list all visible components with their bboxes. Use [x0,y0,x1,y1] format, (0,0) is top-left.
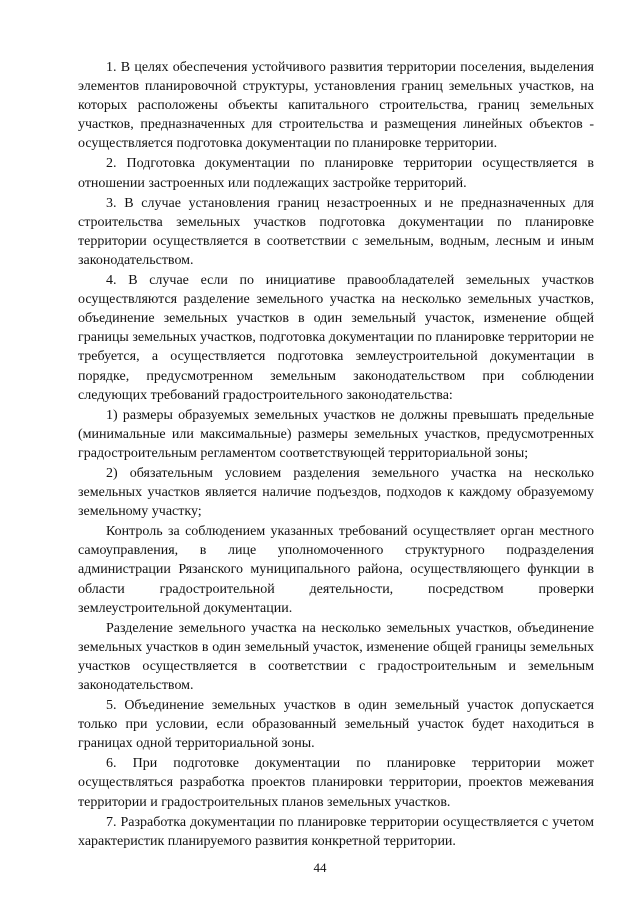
paragraph-4-item-1: 1) размеры образуемых земельных участков не должны превышать предельные (минимальные или максимальные) размеры земельных участков, предусмотренных градостроительным регламентом соответствующей территориальной зоны; [78,407,594,461]
paragraph-5: 5. Объединение земельных участков в один земельный участок допускается только при условии, если образованный земельный участок будет находиться в границах одной территориальной зоны. [78,698,594,752]
paragraph-control: Контроль за соблюдением указанных требований осуществляет орган местного самоуправления, в лице уполномоченного структурного подразделения администрации Рязанского муниципального района, осуществляющего функции в области градостроительной деятельности, посредством проверки землеустроительной документации. [78,524,594,616]
paragraph-6: 6. При подготовке документации по планировке территории может осуществляться разработка проектов планировки территории, проектов межевания территории и градостроительных планов земельных участков. [78,756,594,810]
paragraph-2: 2. Подготовка документации по планировке территории осуществляется в отношении застроенных или подлежащих застройке территорий. [78,156,594,191]
paragraph-4-item-2: 2) обязательным условием разделения земельного участка на несколько земельных участков является наличие подъездов, подходов к каждому образуемому земельному участку; [78,465,594,520]
document-body [78,58,594,852]
paragraph-3: 3. В случае установления границ незастроенных и не предназначенных для строительства земельных участков подготовка документации по планировке территории осуществляется в соответствии с земельным, водным, лесным и иным законодательством. [78,195,594,268]
paragraph-4: 4. В случае если по инициативе правообладателей земельных участков осуществляются разделение земельного участка на несколько земельных участков, объединение земельных участков в один земельный участок, изменение общей границы земельных участков, подготовка документации по планировке территории не требуется, а осуществляется подготовка землеустроительной документации в порядке, предусмотренном земельным законодательством при соблюдении следующих требований градостроительного законодательства: [78,273,594,403]
page-number: 44 [313,860,327,875]
paragraph-7: 7. Разработка документации по планировке территории осуществляется с учетом характеристик планируемого развития конкретной территории. [78,814,594,849]
paragraph-division: Разделение земельного участка на несколько земельных участков, объединение земельных участков в один земельный участок, изменение общей границы земельных участков осуществляется в соответствии с градостроительным и земельным законодательством. [78,620,594,693]
paragraph-1: 1. В целях обеспечения устойчивого развития территории поселения, выделения элементов планировочной структуры, установления границ земельных участков, на которых расположены объекты капитального строительства, границ земельных участков, предназначенных для строительства и размещения линейных объектов - осуществляется подготовка документации по планировке территории. [78,60,594,152]
